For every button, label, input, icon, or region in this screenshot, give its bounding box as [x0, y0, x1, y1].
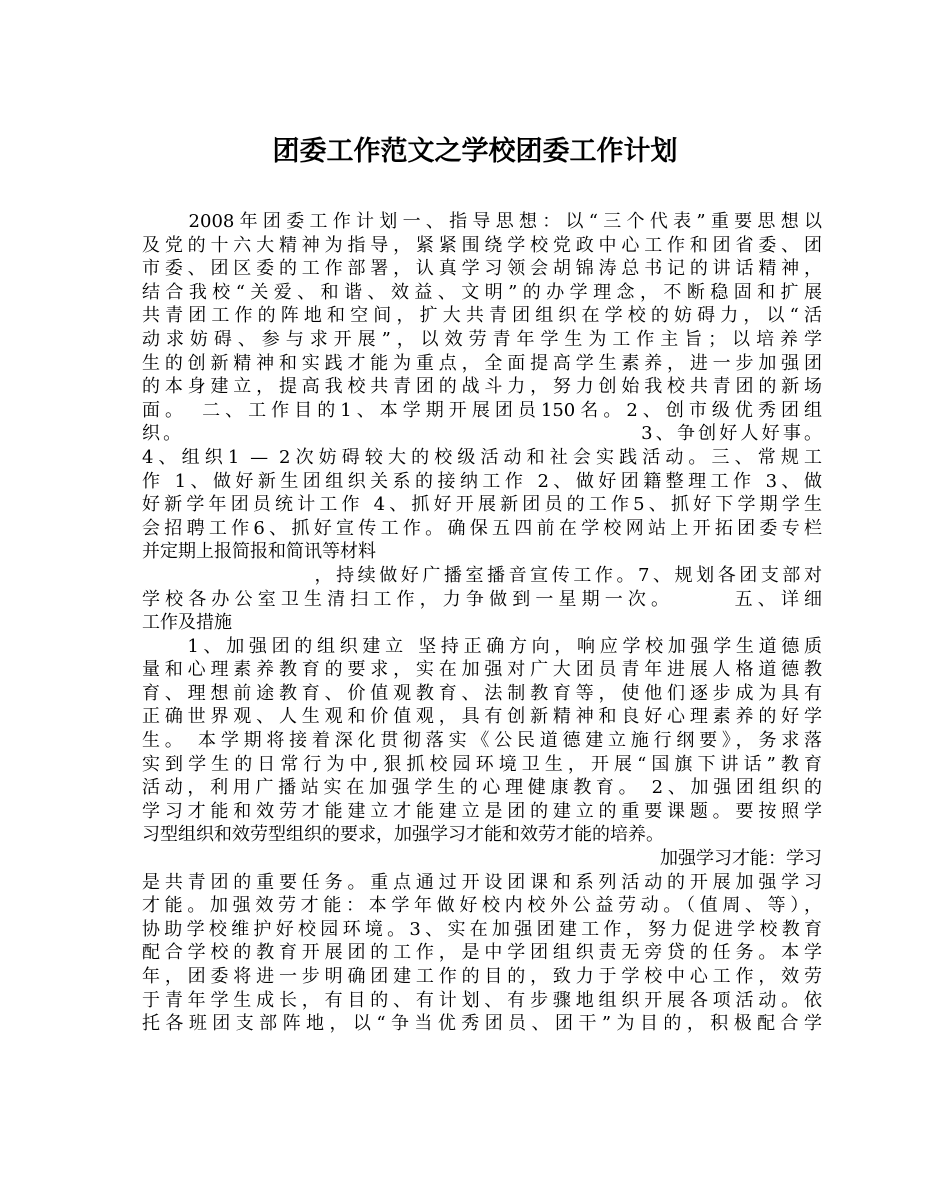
- body-line: 实到学生的日常行为中,狠抓校园环境卫生，开展“国旗下讲话”教育: [142, 753, 822, 775]
- body-line: 正确世界观、人生观和价值观，具有创新精神和良好心理素养的好学: [142, 706, 822, 728]
- body-line: 生的创新精神和实践才能为重点，全面提高学生素养，进一步加强团: [142, 352, 822, 374]
- body-line: 量和心理素养教育的要求，实在加强对广大团员青年进展人格道德教: [142, 659, 822, 681]
- body-line: 工作及措施: [142, 612, 232, 634]
- body-line: 会招聘工作6、抓好宣传工作。确保五四前在学校网站上开拓团委专栏: [142, 517, 822, 539]
- body-line: 1、加强团的组织建立 坚持正确方向，响应学校加强学生道德质: [142, 635, 822, 657]
- body-line: 于青年学生成长，有目的、有计划、有步骤地组织开展各项活动。依: [142, 989, 822, 1011]
- body-line: 托各班团支部阵地，以“争当优秀团员、团干”为目的，积极配合学: [142, 1013, 822, 1035]
- body-line: 共青团工作的阵地和空间，扩大共青团组织在学校的妨碍力，以“活: [142, 305, 822, 327]
- body-line: 生。 本学期将接着深化贯彻落实《公民道德建立施行纲要》，务求落: [142, 730, 822, 752]
- body-line: 好新学年团员统计工作 4、抓好开展新团员的工作5、抓好下学期学生: [142, 494, 822, 516]
- body-line: 结合我校“关爱、和谐、效益、文明”的办学理念，不断稳固和扩展: [142, 281, 822, 303]
- body-line: ，持续做好广播室播音宣传工作。7、规划各团支部对: [142, 564, 822, 586]
- body-line: 市委、团区委的工作部署，认真学习领会胡锦涛总书记的讲话精神，: [142, 258, 822, 280]
- body-line: 年，团委将进一步明确团建工作的目的，致力于学校中心工作，效劳: [142, 966, 822, 987]
- body-line: 育、理想前途教育、价值观教育、法制教育等，使他们逐步成为具有: [142, 682, 822, 704]
- document-title: 团委工作范文之学校团委工作计划: [272, 136, 678, 167]
- body-line: 是共青团的重要任务。重点通过开设团课和系列活动的开展加强学习: [142, 871, 822, 893]
- body-line: 动求妨碍、参与求开展”，以效劳青年学生为工作主旨；以培养学: [142, 328, 822, 350]
- document-body: [142, 210, 822, 1036]
- body-line: 活动，利用广播站实在加强学生的心理健康教育。 2、加强团组织的: [142, 777, 822, 799]
- body-line: 并定期上报简报和简讯等材料: [142, 541, 376, 563]
- body-line: 作 1、做好新生团组织关系的接纳工作 2、做好团籍整理工作 3、做: [142, 470, 822, 492]
- body-line: 协助学校维护好校园环境。3、实在加强团建工作，努力促进学校教育: [142, 918, 822, 940]
- body-line: 加强学习才能：学习: [660, 848, 822, 870]
- body-line: 织。 3、争创好人好事。: [142, 423, 822, 445]
- body-line: 习型组织和效劳型组织的要求，加强学习才能和效劳才能的培养。: [142, 824, 664, 846]
- body-line: 及党的十六大精神为指导，紧紧围绕学校党政中心工作和团省委、团: [142, 234, 822, 256]
- body-line: 4、组织1 — 2次妨碍较大的校级活动和社会实践活动。三、常规工: [142, 446, 822, 468]
- body-line: 学校各办公室卫生清扫工作，力争做到一星期一次。 五、详细: [142, 588, 822, 610]
- body-line: 学习才能和效劳才能建立才能建立是团的建立的重要课题。要按照学: [142, 800, 822, 822]
- body-line: 才能。加强效劳才能：本学年做好校内校外公益劳动。（值周、等），: [142, 895, 822, 917]
- body-line: 2008年团委工作计划一、指导思想：以“三个代表”重要思想以: [142, 211, 822, 232]
- body-line: 面。 二、工作目的1、本学期开展团员150名。2、创市级优秀团组: [142, 399, 822, 421]
- body-line: 的本身建立，提高我校共青团的战斗力，努力创始我校共青团的新场: [142, 376, 822, 398]
- body-line: 配合学校的教育开展团的工作，是中学团组织责无旁贷的任务。本学: [142, 942, 822, 964]
